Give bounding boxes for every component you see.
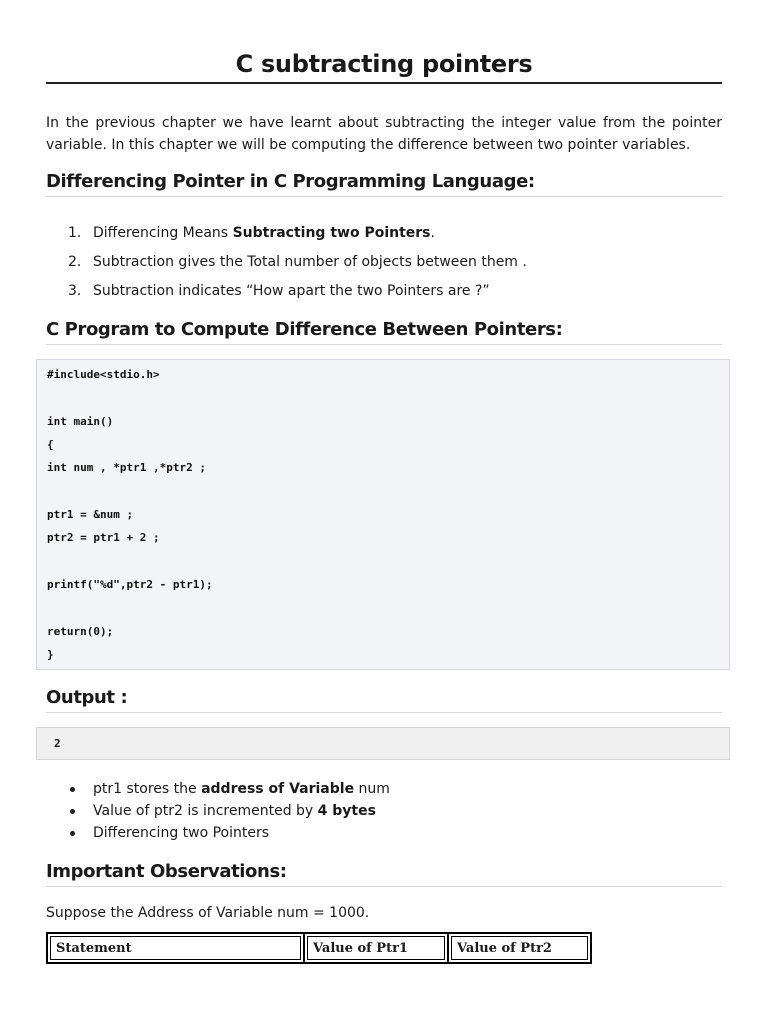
code-line: ptr2 = ptr1 + 2 ;	[47, 531, 160, 544]
bullet-bold-text: 4 bytes	[317, 803, 376, 819]
list-item	[46, 778, 722, 800]
list-text: Subtraction indicates “How apart the two Pointers are ?”	[93, 283, 490, 299]
list-text: Differencing Means	[93, 225, 233, 241]
code-line: }	[47, 648, 54, 661]
table-header-row	[47, 933, 591, 963]
differencing-list	[46, 222, 722, 309]
section-heading-observations: Important Observations:	[46, 860, 722, 887]
section-heading-output: Output :	[46, 686, 722, 713]
list-text-end: .	[430, 225, 435, 241]
intro-paragraph: In the previous chapter we have learnt about subtracting the integer value from the pointer variable. In this chapter we will be computing the difference between two pointer variables.	[46, 115, 722, 153]
observation-text: Suppose the Address of Variable num = 1000.	[46, 905, 370, 921]
list-item	[46, 822, 722, 844]
bullet-text: ptr1 stores the	[93, 781, 202, 797]
list-item	[46, 222, 722, 251]
list-item	[46, 251, 722, 280]
output-bullets	[46, 778, 722, 844]
list-item	[46, 280, 722, 309]
list-bold-text: Subtracting two Pointers	[232, 225, 431, 241]
list-number: 1.	[68, 225, 82, 241]
table-header-statement: Statement	[47, 933, 304, 963]
code-block	[36, 359, 730, 670]
bullet-text: Value of ptr2 is incremented by	[93, 803, 318, 819]
section-heading-differencing: Differencing Pointer in C Programming Language:	[46, 170, 722, 197]
list-text: Subtraction gives the Total number of objects between them .	[93, 254, 527, 270]
bullet-bold-text: address of Variable	[201, 781, 355, 797]
code-line: #include<stdio.h>	[47, 368, 160, 381]
code-line: {	[47, 438, 54, 451]
code-line: int num , *ptr1 ,*ptr2 ;	[47, 461, 206, 474]
observations-table	[46, 932, 592, 964]
page-title: C subtracting pointers	[46, 46, 722, 84]
table-header-ptr2: Value of Ptr2	[448, 933, 591, 963]
list-item	[46, 800, 722, 822]
output-box: 2	[36, 727, 730, 760]
code-line: return(0);	[47, 625, 114, 638]
list-number: 2.	[68, 254, 82, 270]
code-line: int main()	[47, 415, 114, 428]
section-heading-program: C Program to Compute Difference Between Pointers:	[46, 318, 722, 345]
table-header-ptr1: Value of Ptr1	[304, 933, 448, 963]
code-line: printf("%d",ptr2 - ptr1);	[47, 578, 213, 591]
code-line: ptr1 = &num ;	[47, 508, 134, 521]
bullet-text: Differencing two Pointers	[93, 825, 270, 841]
bullet-text-end: num	[354, 781, 390, 797]
list-number: 3.	[68, 283, 82, 299]
